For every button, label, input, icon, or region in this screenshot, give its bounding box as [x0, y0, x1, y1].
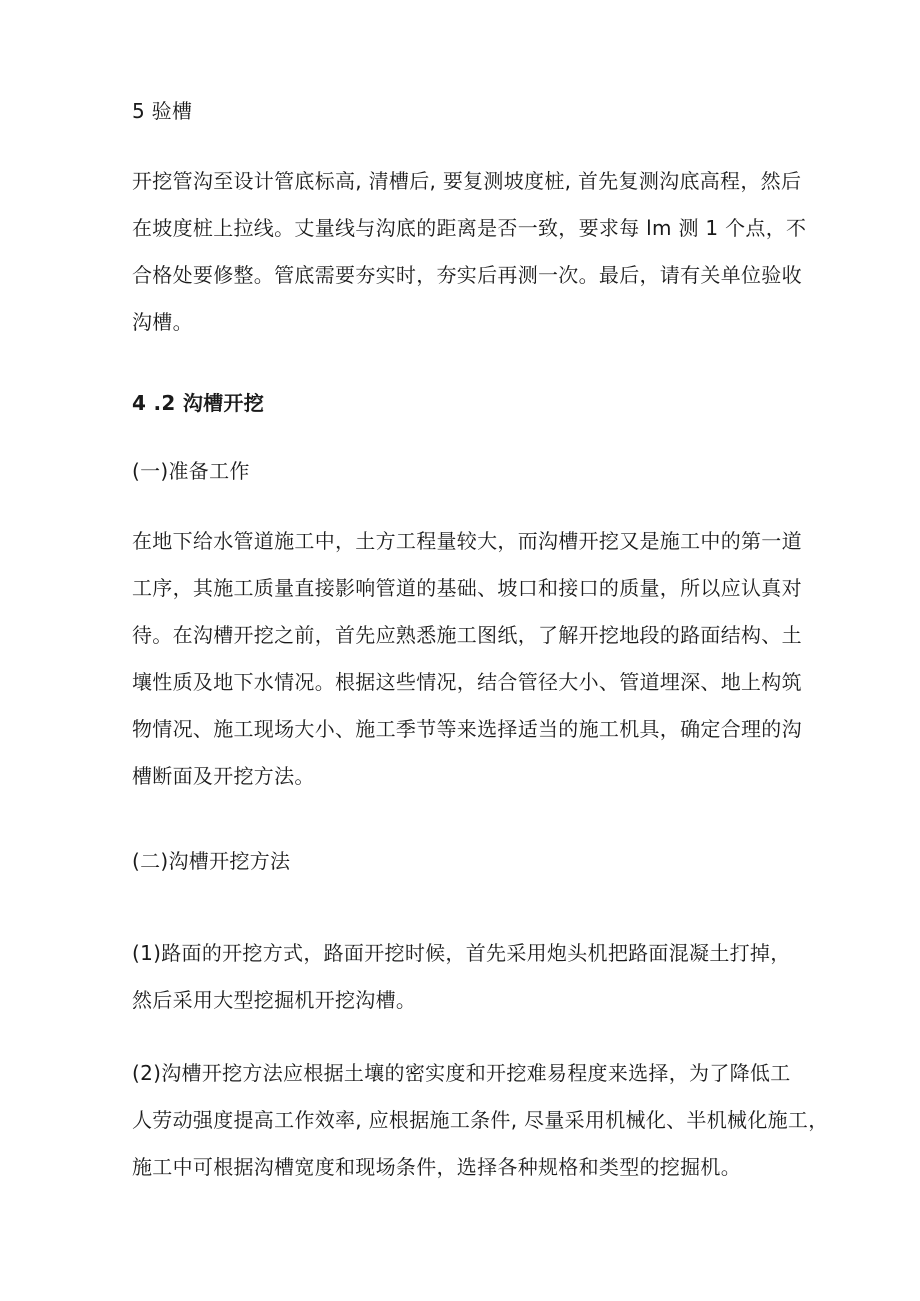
- paragraph-line: 沟槽。: [132, 310, 193, 334]
- paragraph-line: (1)路面的开挖方式，路面开挖时候，首先采用炮头机把路面混凝土打掉，: [132, 941, 791, 965]
- subsection-1-title-text: (一)准备工作: [132, 459, 250, 483]
- section-4-2-heading: [132, 380, 800, 427]
- paragraph-line: 人劳动强度提高工作效率, 应根据施工条件, 尽量采用机械化、半机械化施工，: [132, 1108, 829, 1132]
- item-1-paragraph: [132, 930, 800, 1024]
- paragraph-line: 壤性质及地下水情况。根据这些情况，结合管径大小、管道埋深、地上构筑: [132, 670, 802, 694]
- paragraph-line: 在坡度桩上拉线。丈量线与沟底的距离是否一致，要求每 lm 测 1 个点，不: [132, 216, 807, 240]
- paragraph-line: (2)沟槽开挖方法应根据土壤的密实度和开挖难易程度来选择，为了降低工: [132, 1061, 791, 1085]
- section-5-title-text: 5 验槽: [132, 99, 193, 123]
- paragraph-line: 工序，其施工质量直接影响管道的基础、坡口和接口的质量，所以应认真对: [132, 576, 802, 600]
- paragraph-line: 在地下给水管道施工中，土方工程量较大，而沟槽开挖又是施工中的第一道: [132, 529, 802, 553]
- paragraph-line: 待。在沟槽开挖之前，首先应熟悉施工图纸，了解开挖地段的路面结构、土: [132, 623, 802, 647]
- section-4-2-heading-text: 4 .2 沟槽开挖: [132, 391, 265, 415]
- subsection-2-title-text: (二)沟槽开挖方法: [132, 849, 291, 873]
- paragraph-line: 合格处要修整。管底需要夯实时，夯实后再测一次。最后，请有关单位验收: [132, 263, 802, 287]
- paragraph-line: 开挖管沟至设计管底标高, 清槽后, 要复测坡度桩, 首先复测沟底高程，然后: [132, 169, 802, 193]
- paragraph-line: 槽断面及开挖方法。: [132, 764, 315, 788]
- item-2-paragraph: [132, 1050, 829, 1191]
- subsection-1-paragraph: [132, 518, 800, 800]
- section-5-title: [132, 88, 800, 135]
- section-5-paragraph: [132, 158, 807, 346]
- paragraph-line: 然后采用大型挖掘机开挖沟槽。: [132, 988, 417, 1012]
- paragraph-line: 物情况、施工现场大小、施工季节等来选择适当的施工机具，确定合理的沟: [132, 717, 802, 741]
- subsection-1-title: [132, 448, 800, 495]
- subsection-2-title: [132, 838, 800, 885]
- paragraph-line: 施工中可根据沟槽宽度和现场条件，选择各种规格和类型的挖掘机。: [132, 1155, 741, 1179]
